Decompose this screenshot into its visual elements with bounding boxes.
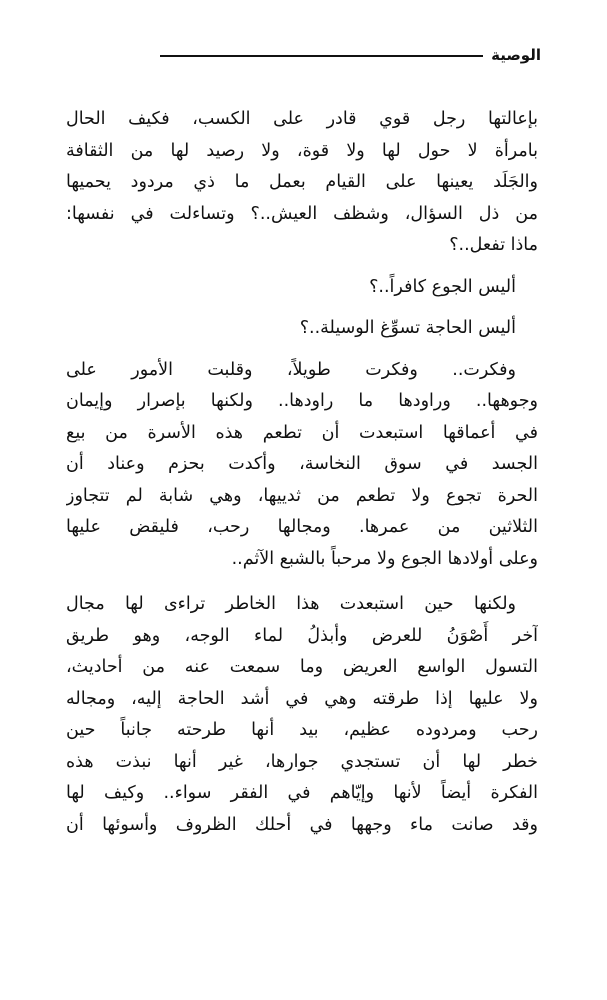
text-line: آخر أَصْوَنُ للعرض وأبذلُ لماء الوجه، وهو طريق xyxy=(66,625,538,646)
text-line: والجَلَد يعينها على القيام بعمل ما ذي مردود يحميها xyxy=(66,172,538,192)
text-line: رحب ومردوده عظيم، بيد أنها طرحته جانباً حين xyxy=(66,720,538,740)
paragraph-3 xyxy=(66,313,538,345)
text-line: وعلى أولادها الجوع ولا مرحباً بالشبع الآثم.. xyxy=(231,548,538,569)
text-line: أليس الجوع كافراً..؟ xyxy=(369,276,516,297)
text-line: وقد صانت ماء وجهها في أحلك الظروف وأسوئها أن xyxy=(66,814,538,835)
text-line: أليس الحاجة تسوِّغ الوسيلة..؟ xyxy=(299,318,516,338)
text-line: من ذل السؤال، وشظف العيش..؟ وتساءلت في نفسها: xyxy=(66,203,538,224)
paragraph-5 xyxy=(66,589,538,841)
running-header xyxy=(160,40,541,70)
text-line: التسول الواسع العريض وما سمعت عنه من أحاديث، xyxy=(66,657,538,677)
text-line: وفكرت.. وفكرت طويلاً، وقلبت الأمور على xyxy=(66,359,516,380)
text-line: الجسد في سوق النخاسة، وأكدت بحزم وعناد أن xyxy=(66,454,538,474)
paragraph-4 xyxy=(66,355,538,576)
text-line: ولا عليها إذا طرقته وهي في أشد الحاجة إليه، ومجاله xyxy=(66,688,538,709)
text-line: بامرأة لا حول لها ولا قوة، ولا رصيد لها من الثقافة xyxy=(66,140,538,161)
text-line: ماذا تفعل..؟ xyxy=(449,235,538,255)
text-line: وجوهها.. وراودها ما راودها.. ولكنها بإصرار وإيمان xyxy=(66,391,538,411)
text-line: بإعالتها رجل قوي قادر على الكسب، فكيف الحال xyxy=(66,109,538,129)
text-line: خطر لها أن تستجدي جوارها، غير أنها نبذت هذه xyxy=(66,751,538,772)
header-rule xyxy=(160,55,483,57)
paragraph-2 xyxy=(66,272,538,304)
paragraph-1 xyxy=(66,104,538,262)
text-line: الحرة تجوع ولا تطعم من ثدييها، وهي شابة لم تتجاوز xyxy=(66,485,538,506)
text-line: في أعماقها استبعدت أن تطعم هذه الأسرة من بيع xyxy=(66,422,538,443)
text-line: الفكرة أيضاً لأنها وإيّاهم في الفقر سواء.. وكيف لها xyxy=(66,783,538,803)
chapter-title: الوصية xyxy=(491,46,541,64)
text-line: ولكنها حين استبعدت هذا الخاطر تراءى لها مجال xyxy=(66,594,516,614)
text-line: الثلاثين من عمرها. ومجالها رحب، فليقض عليها xyxy=(66,517,538,537)
body-text xyxy=(66,104,538,841)
